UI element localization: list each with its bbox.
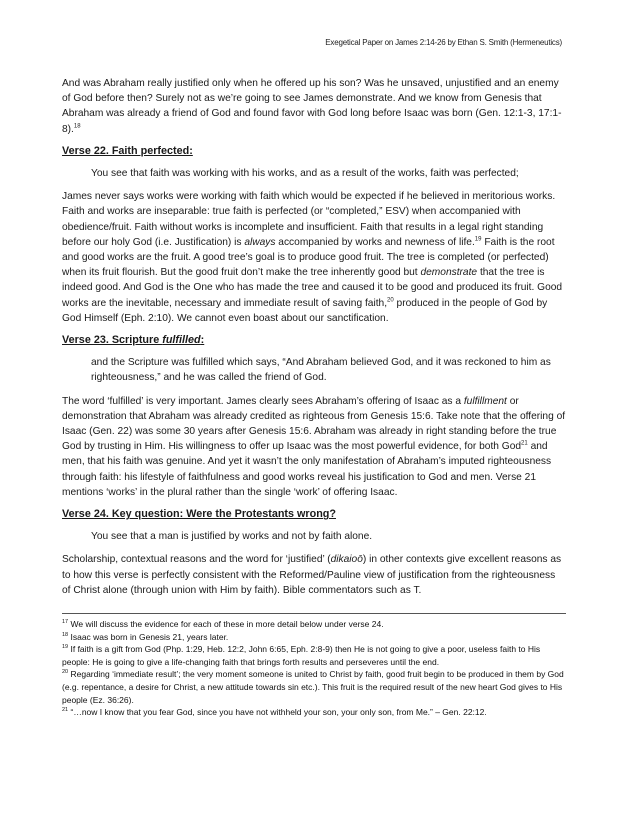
footnote-ref[interactable]: 18	[73, 123, 81, 130]
footnote-ref[interactable]: 20	[387, 297, 394, 304]
footnote-18: $^{18}$ Isaac was born in Genesis 21, years later.	[62, 631, 229, 642]
verse-22-quote: You see that faith was working with his works, and as a result of the works, faith was perfected;	[91, 168, 519, 180]
verse-24-quote: You see that a man is justified by works and not by faith alone.	[91, 531, 373, 543]
footnote-ref[interactable]: 19	[474, 236, 482, 243]
footnote-19: $^{19}$ If faith is a gift from God (Php. 1:29, Heb. 12:2, John 6:65, Eph. 2:8-9) then He is not going to give a poor, useless faith to His people: He is going to give a life-changing faith that brings forth results and perseveres until the end.	[62, 644, 541, 667]
intro-paragraph: And was Abraham really justified only when he offered up his son? Was he unsaved, unjustified and an enemy of God before then? Surely not as we’re going to see James demonstrate. And we know from Genesis that Abraham was already a friend of God and found favor with God long before Isaac was born (Gen. 12:1-3, 17:1-8).$^{18}$	[62, 78, 562, 135]
footnote-20: $^{20}$ Regarding ‘immediate result’; the very moment someone is united to Christ by faith, good fruit begin to be produced in them by God (e.g. repentance, a desire for Christ, a new attitude towards sin etc.). This fruit is the required result of the new heart God gives to His people (Ez. 36:26).	[62, 669, 564, 705]
verse-24-paragraph: Scholarship, contextual reasons and the word for ‘justified’ (dikaioō) in other contexts give excellent reasons as to how this verse is perfectly consistent with the Reformed/Pauline view of justification from the righteousness of Christ alone (through union with Him by faith). Bible commentators such as T.	[62, 554, 562, 596]
verse-22-heading: Verse 22. Faith perfected:	[62, 144, 193, 157]
footnote-17: $^{17}$ We will discuss the evidence for each of these in more detail below under verse 24.	[62, 619, 384, 629]
verse-24-heading: Verse 24. Key question: Were the Protestants wrong?	[62, 508, 336, 521]
verse-22-paragraph: James never says works were working with faith which would be expected if he believed in meritorious works. Faith and works are inseparable: true faith is perfected (or “completed,” ESV) when accompanied with obedience/fruit. Faith without works is incomplete and insufficient. Faith that results in a legal right standing before our holy God (i.e. Justification) is always accompanied by works and newness of life.$^{19}$ Faith is the root and good works are the fruit. A good tree’s goal is to produce good fruit. The tree is completed (or perfected) when its fruit flourish. But the good fruit don’t make the tree inherently good but demonstrate that the tree is indeed good. And God is the One who has made the tree and caused it to be good and produced its fruit. Good works are the inevitable, necessary and immediate result of saving faith,$^{20}$ produced in the people of God by God Himself (Eph. 2:10). We cannot even boast about our sanctification.	[62, 191, 563, 324]
body-content	[62, 76, 566, 605]
verse-23-quote: and the Scripture was fulfilled which says, “And Abraham believed God, and it was reckoned to him as righteousness,” and he was called the friend of God.	[91, 357, 551, 384]
running-header: Exegetical Paper on James 2:14-26 by Ethan S. Smith (Hermeneutics)	[325, 38, 562, 47]
footnotes-section	[62, 613, 566, 719]
footnote-ref[interactable]: 21	[521, 440, 528, 447]
footnote-21: $^{21}$ “…now I know that you fear God, since you have not withheld your son, your only son, from Me.” – Gen. 22:12.	[62, 707, 487, 718]
footnote-divider	[62, 613, 566, 614]
verse-23-heading: Verse 23. Scripture fulfilled:	[62, 334, 205, 347]
verse-23-paragraph: The word ‘fulfilled’ is very important. James clearly sees Abraham’s offering of Isaac as a fulfillment or demonstration that Abraham was already credited as righteous from Genesis 15:6. Take note that the offering of Isaac (Gen. 22) was some 30 years after Genesis 15:6. Abraham was already in right standing before the true God by trusting in Him. His willingness to offer up Isaac was the most powerful evidence, for both God$^{21}$ and men, that his faith was genuine. And yet it wasn’t the only manifestation of Abraham’s imputed righteousness through faith: his lifestyle of faithfulness and good works reveal his justification to God and men. Verse 21 mentions ‘works’ in the plural rather than the single ‘work’ of offering Isaac.	[62, 395, 566, 498]
